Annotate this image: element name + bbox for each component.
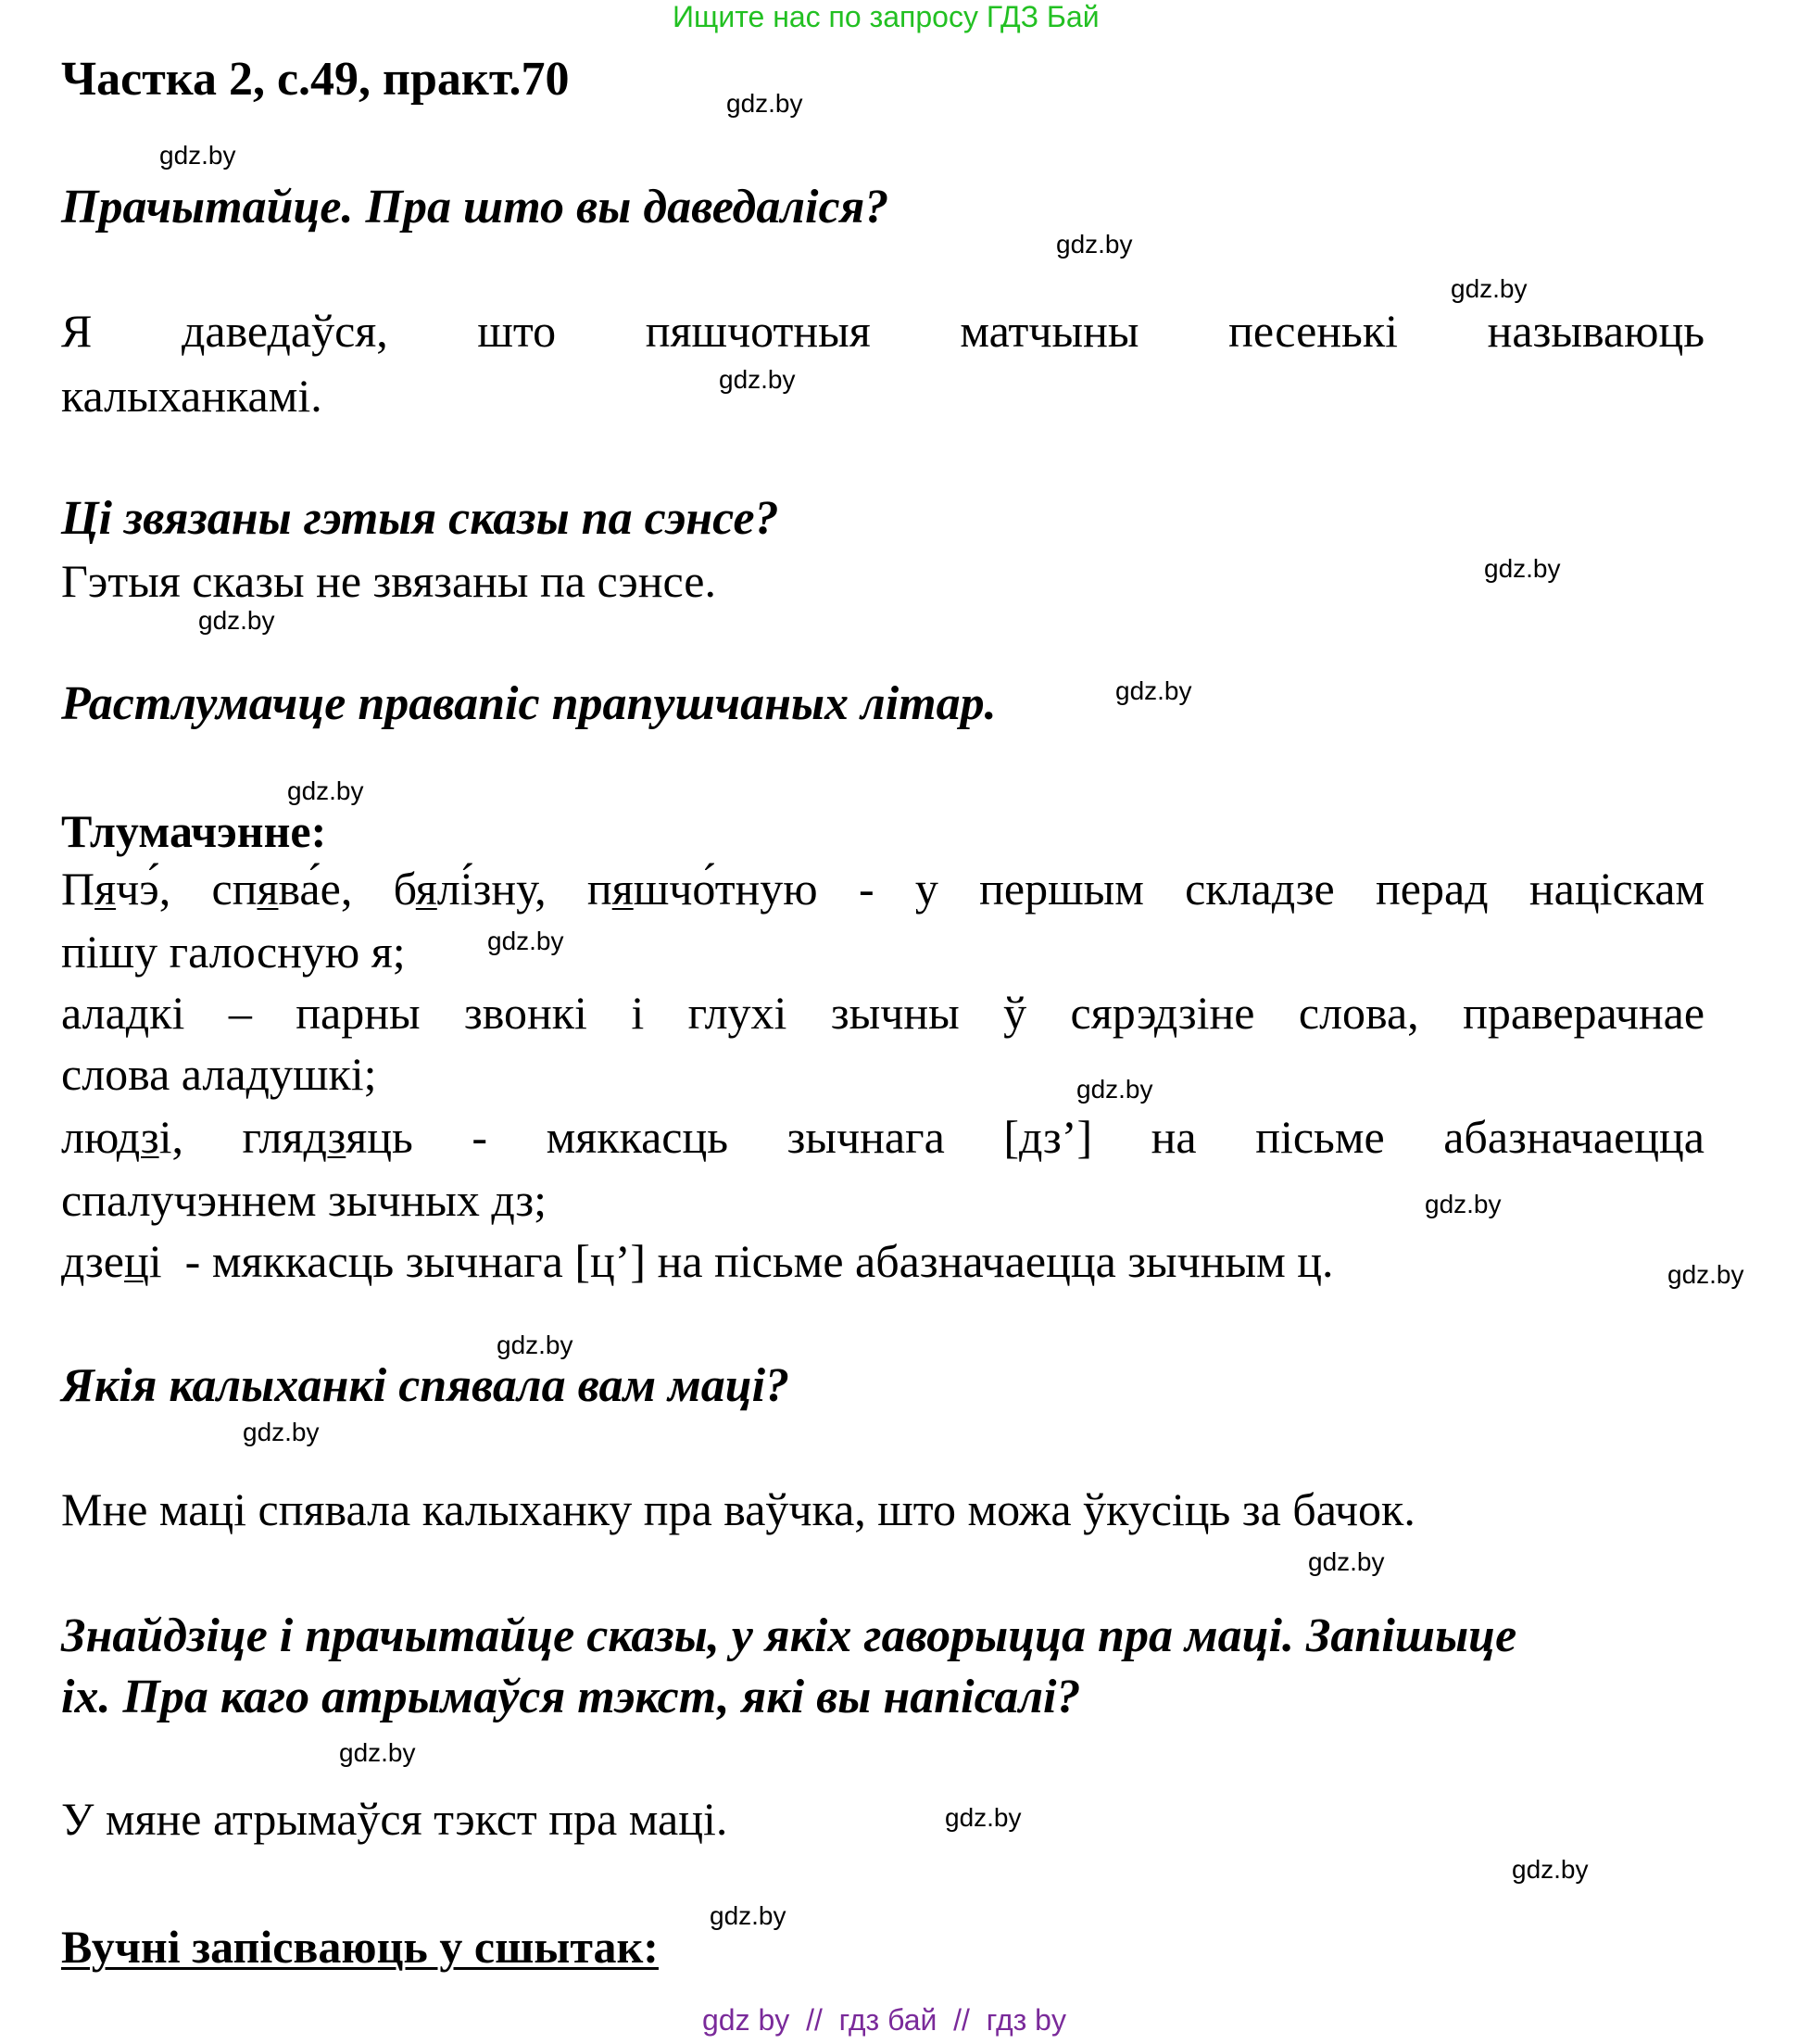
word: Я <box>61 305 93 357</box>
example-words: Пячэ ́, спява ́е, бялі ́зну, пяшчо ́тную <box>61 863 818 915</box>
answer-1-line-2: калыханкамі. <box>61 370 322 422</box>
watermark: gdz.by <box>159 141 236 170</box>
rule-2-line-1 <box>61 986 1705 1040</box>
watermark: gdz.by <box>243 1418 320 1446</box>
example-words: людзі, глядзяць <box>61 1111 413 1163</box>
rule-text: - мяккасць зычнага [ц’] на пісьме абазначаецца зычным ц. <box>184 1235 1334 1287</box>
rule-text: - мяккасць зычнага [дз’] на пісьме абазначаецца <box>472 1111 1705 1163</box>
watermark: gdz.by <box>1667 1260 1744 1289</box>
watermark: gdz.by <box>287 776 364 805</box>
question-2: Ці звязаны гэтыя сказы па сэнсе? <box>61 492 779 545</box>
watermark: gdz.by <box>945 1803 1022 1832</box>
watermark: gdz.by <box>1451 274 1528 303</box>
word: што <box>477 305 557 357</box>
rule-text: - у першым складзе перад націскам <box>858 863 1705 915</box>
notebook-heading: Вучні запісваюць у сшытак: <box>61 1921 659 1973</box>
question-4: Якія калыханкі спявала вам маці? <box>61 1359 790 1412</box>
rule-2-line-2: слова аладушкі; <box>61 1048 377 1100</box>
watermark: gdz.by <box>719 365 796 394</box>
example-word: дзеці <box>61 1235 162 1287</box>
answer-1-line-1 <box>61 304 1705 358</box>
rule-4 <box>61 1234 1334 1288</box>
rule-text: – парны звонкі і глухі зычны ў сярэдзіне слова, праверачнае <box>228 987 1705 1039</box>
watermark: gdz.by <box>1056 230 1133 259</box>
answer-5: У мяне атрымаўся тэкст пра маці. <box>61 1793 728 1845</box>
watermark: gdz.by <box>1308 1547 1385 1576</box>
word: матчыны <box>960 305 1139 357</box>
word: называюць <box>1487 305 1705 357</box>
watermark: gdz.by <box>1425 1190 1502 1218</box>
watermark: gdz.by <box>726 89 803 118</box>
answer-4: Мне маці спявала калыханку пра ваўчка, што можа ўкусіць за бачок. <box>61 1483 1415 1535</box>
rule-1-line-2: пішу галосную я; <box>61 926 406 978</box>
rule-3-line-1 <box>61 1110 1705 1164</box>
watermark: gdz.by <box>1512 1855 1589 1884</box>
question-5-line-1: Знайдзіце і прачытайце сказы, у якіх гаворыцца пра маці. Запішыце <box>61 1609 1517 1662</box>
watermark: gdz.by <box>1115 676 1192 705</box>
watermark: gdz.by <box>339 1738 416 1767</box>
rule-1-line-1 <box>61 862 1705 915</box>
site-banner[interactable]: Ищите нас по запросу ГДЗ Бай <box>673 0 1100 33</box>
word: песенькі <box>1228 305 1399 357</box>
footer-links[interactable]: gdz by // гдз бай // гдз by <box>702 2003 1066 2037</box>
question-5-line-2: іх. Пра каго атрымаўся тэкст, які вы напісалі? <box>61 1671 1081 1723</box>
page-title: Частка 2, с.49, практ.70 <box>61 53 570 106</box>
example-word: аладкі <box>61 987 185 1039</box>
watermark: gdz.by <box>1484 554 1561 583</box>
word: пяшчотныя <box>645 305 871 357</box>
rule-3-line-2: спалучэннем зычных дз; <box>61 1174 547 1226</box>
watermark: gdz.by <box>1076 1075 1153 1104</box>
word: даведаўся, <box>181 305 388 357</box>
watermark: gdz.by <box>487 927 564 955</box>
question-1: Прачытайце. Пра што вы даведаліся? <box>61 181 889 233</box>
question-3: Растлумачце правапіс прапушчаных літар. <box>61 677 997 730</box>
watermark: gdz.by <box>497 1331 573 1359</box>
watermark: gdz.by <box>710 1901 786 1930</box>
explanation-heading: Тлумачэнне: <box>61 805 327 857</box>
watermark: gdz.by <box>198 606 275 635</box>
answer-2: Гэтыя сказы не звязаны па сэнсе. <box>61 555 716 607</box>
